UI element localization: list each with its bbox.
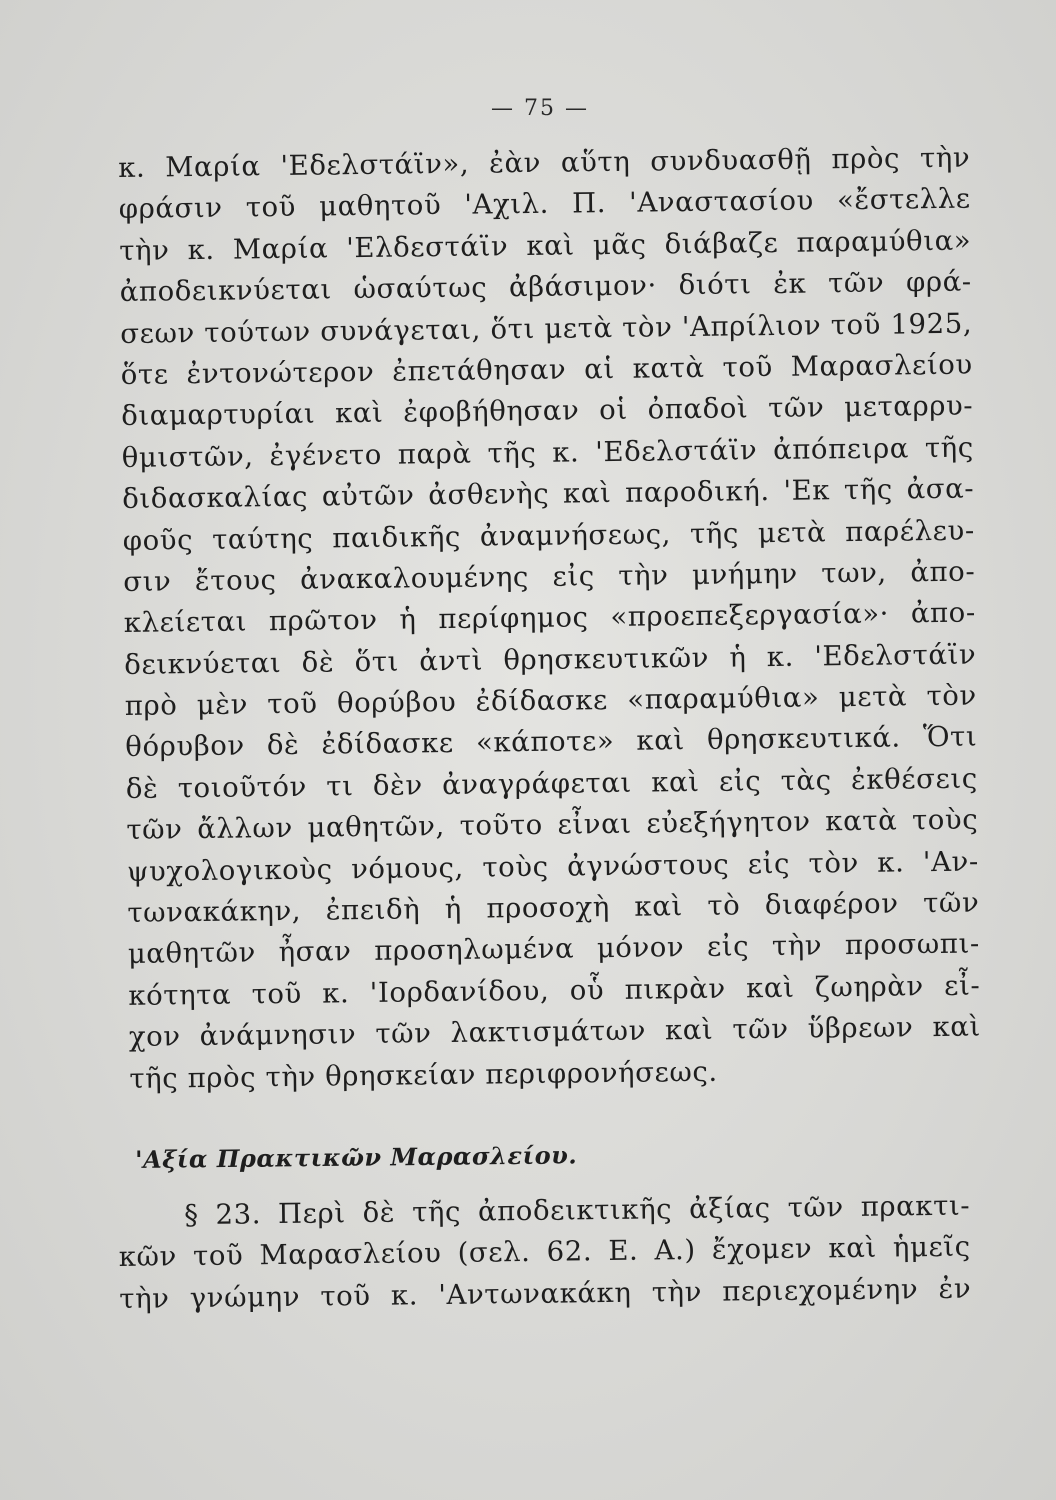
text-line: τῆς πρὸς τὴν θρησκείαν περιφρονήσεως. [129, 1055, 718, 1095]
text-line: θόρυβον δὲ ἐδίδασκε «κάποτε» καὶ θρησκευτικά. Ὅτι [125, 721, 978, 764]
text-line: ψυχολογικοὺς νόμους, τοὺς ἀγνώστους εἰς τὸν κ. 'Αν- [126, 845, 979, 888]
text-line: τῶν ἄλλων μαθητῶν, τοῦτο εἶναι εὐεξήγητον κατὰ τοὺς [126, 803, 979, 847]
text-line: § 23. Περὶ δὲ τῆς ἀποδεικτικῆς ἀξίας τῶν πρακτι- [184, 1189, 971, 1232]
text-line: κότητα τοῦ κ. 'Ιορδανίδου, οὗ πικρὰν καὶ ζωηρὰν εἶ- [128, 969, 981, 1012]
text-line: τὴν κ. Μαρία 'Ελδεστάϊν καὶ μᾶς διάβαζε παραμύθια» [119, 224, 972, 267]
text-line: χον ἀνάμνησιν τῶν λακτισμάτων καὶ τῶν ὕβρεων καὶ [128, 1010, 981, 1054]
text-line: σιν ἔτους ἀνακαλουμένης εἰς τὴν μνήμην των, ἀπο- [123, 555, 976, 598]
text-line: φοῦς ταύτης παιδικῆς ἀναμνήσεως, τῆς μετὰ παρέλευ- [122, 514, 975, 557]
text-line: πρὸ μὲν τοῦ θορύβου ἐδίδασκε «παραμύθια» μετὰ τὸν [124, 679, 977, 723]
text-line: δεικνύεται δὲ ὅτι ἀντὶ θρησκευτικῶν ἡ κ. 'Εδελστάϊν [124, 638, 977, 681]
text-line: τὴν γνώμην τοῦ κ. 'Αντωνακάκη τὴν περιεχομένην ἐν [119, 1272, 972, 1315]
text-line: μαθητῶν ἦσαν προσηλωμένα μόνον εἰς τὴν προσωπι- [127, 927, 980, 971]
text-line: σεων τούτων συνάγεται, ὅτι μετὰ τὸν 'Απρίλιον τοῦ 1925, [120, 307, 973, 350]
text-line: φράσιν τοῦ μαθητοῦ 'Αχιλ. Π. 'Αναστασίου «ἔστελλε [118, 182, 971, 226]
text-line: ἀποδεικνύεται ὡσαύτως ἀβάσιμον· διότι ἐκ τῶν φρά- [119, 265, 972, 309]
text-line: τωνακάκην, ἐπειδὴ ἡ προσοχὴ καὶ τὸ διαφέρον τῶν [127, 886, 980, 929]
text-line: διδασκαλίας αὐτῶν ἀσθενὴς καὶ παροδική. 'Εκ τῆς ἀσα- [122, 472, 975, 516]
main-paragraph [118, 138, 982, 1100]
text-line: θμιστῶν, ἐγένετο παρὰ τῆς κ. 'Εδελστάϊν ἀπόπειρα τῆς [121, 431, 974, 474]
text-line: κῶν τοῦ Μαρασλείου (σελ. 62. Ε. Α.) ἔχομεν καὶ ἡμεῖς [118, 1230, 971, 1274]
text-line: διαμαρτυρίαι καὶ ἐφοβήθησαν οἱ ὀπαδοὶ τῶν μεταρρυ- [121, 389, 974, 433]
text-line: κλείεται πρῶτον ἡ περίφημος «προεπεξεργασία»· ἀπο- [123, 596, 976, 640]
text-line: ὅτε ἐντονώτερον ἐπετάθησαν αἱ κατὰ τοῦ Μαρασλείου [120, 348, 973, 391]
text-line: δὲ τοιοῦτόν τι δὲν ἀναγράφεται καὶ εἰς τὰς ἐκθέσεις [125, 762, 978, 805]
text-line: κ. Μαρία 'Εδελστάϊν», ἐὰν αὕτη συνδυασθῇ πρὸς τὴν [118, 141, 971, 184]
section-heading: 'Αξία Πρακτικῶν Μαρασλείου. [135, 1140, 578, 1174]
page-number: — 75 — [491, 96, 589, 121]
section-paragraph [118, 1185, 971, 1320]
